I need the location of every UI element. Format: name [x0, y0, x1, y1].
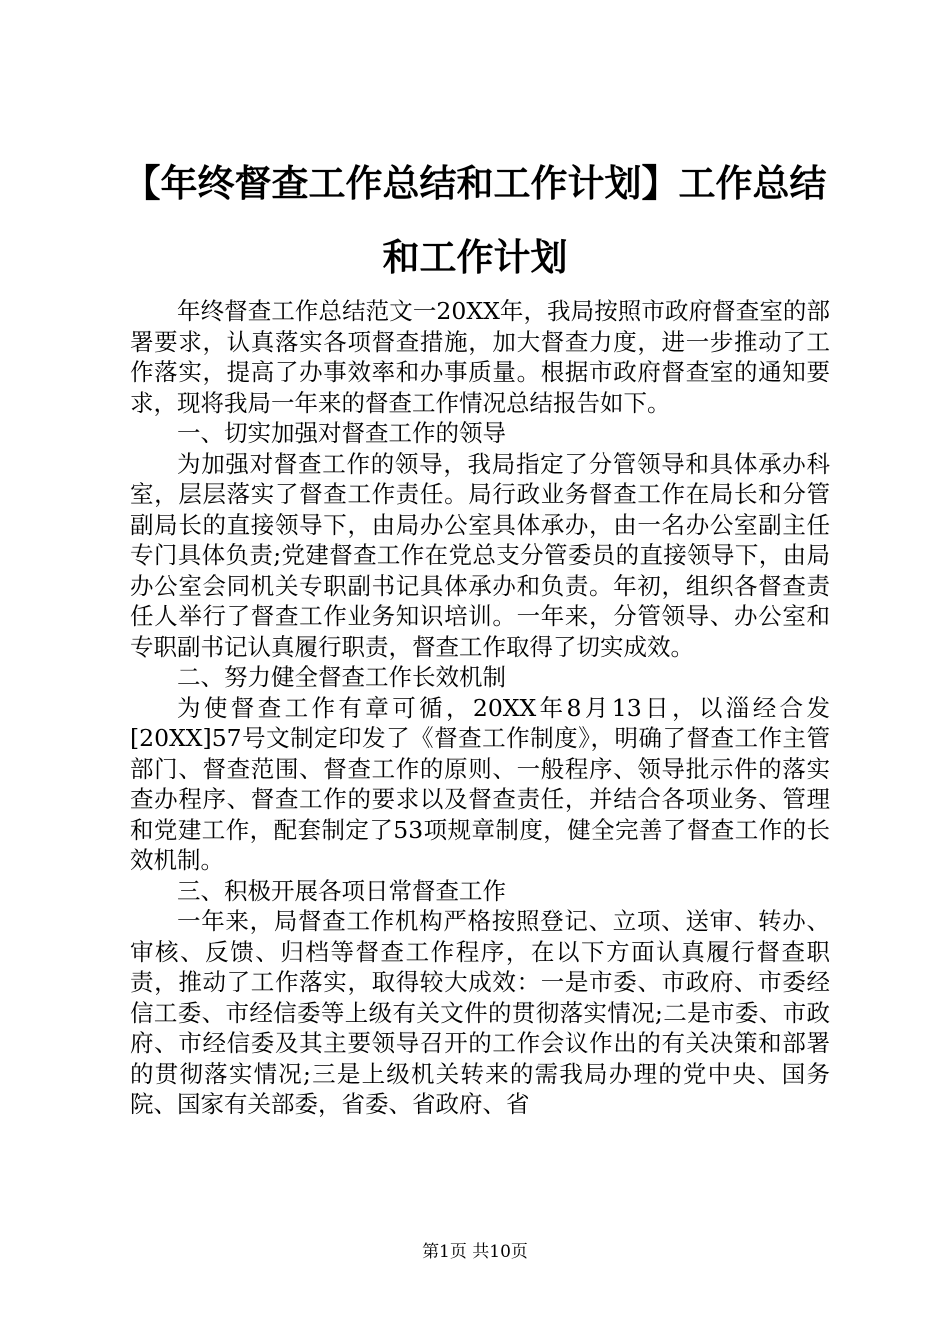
page-footer: 第1页 共10页 [422, 1242, 528, 1262]
paragraph-section-1: 为加强对督查工作的领导，我局指定了分管领导和具体承办科室，层层落实了督查工作责任。局行政业务督查工作在局长和分管副局长的直接领导下，由局办公室具体承办，由一名办公室副主任专门具体负责;党建督查工作在党总支分管委员的直接领导下，由局办公室会同机关专职副书记具体承办和负责。年初，组织各督查责任人举行了督查工作业务知识培训。一年来，分管领导、办公室和专职副书记认真履行职责，督查工作取得了切实成效。 [130, 449, 830, 661]
section-heading-2: 二、努力健全督查工作长效机制 [177, 663, 506, 691]
document-title: 【年终督查工作总结和工作计划】工作总结和工作计划 [123, 162, 827, 279]
paragraph-intro: 年终督查工作总结范文一20XX年，我局按照市政府督查室的部署要求，认真落实各项督查措施，加大督查力度，进一步推动了工作落实，提高了办事效率和办事质量。根据市政府督查室的通知要求，现将我局一年来的督查工作情况总结报告如下。 [130, 297, 830, 417]
paragraph-section-2: 为使督查工作有章可循，20XX年8月13日，以淄经合发[20XX]57号文制定印发了《督查工作制度》，明确了督查工作主管部门、督查范围、督查工作的原则、一般程序、领导批示件的落实查办程序、督查工作的要求以及督查责任，并结合各项业务、管理和党建工作，配套制定了53项规章制度，健全完善了督查工作的长效机制。 [130, 693, 830, 874]
document-body [130, 296, 830, 1120]
paragraph-section-3: 一年来，局督查工作机构严格按照登记、立项、送审、转办、审核、反馈、归档等督查工作程序，在以下方面认真履行督查职责，推动了工作落实，取得较大成效：一是市委、市政府、市委经信工委、市经信委等上级有关文件的贯彻落实情况;二是市委、市政府、市经信委及其主要领导召开的工作会议作出的有关决策和部署的贯彻落实情况;三是上级机关转来的需我局办理的党中央、国务院、国家有关部委，省委、省政府、省 [130, 907, 830, 1118]
section-heading-3: 三、积极开展各项日常督查工作 [177, 876, 506, 905]
section-heading-1: 一、切实加强对督查工作的领导 [177, 419, 506, 447]
